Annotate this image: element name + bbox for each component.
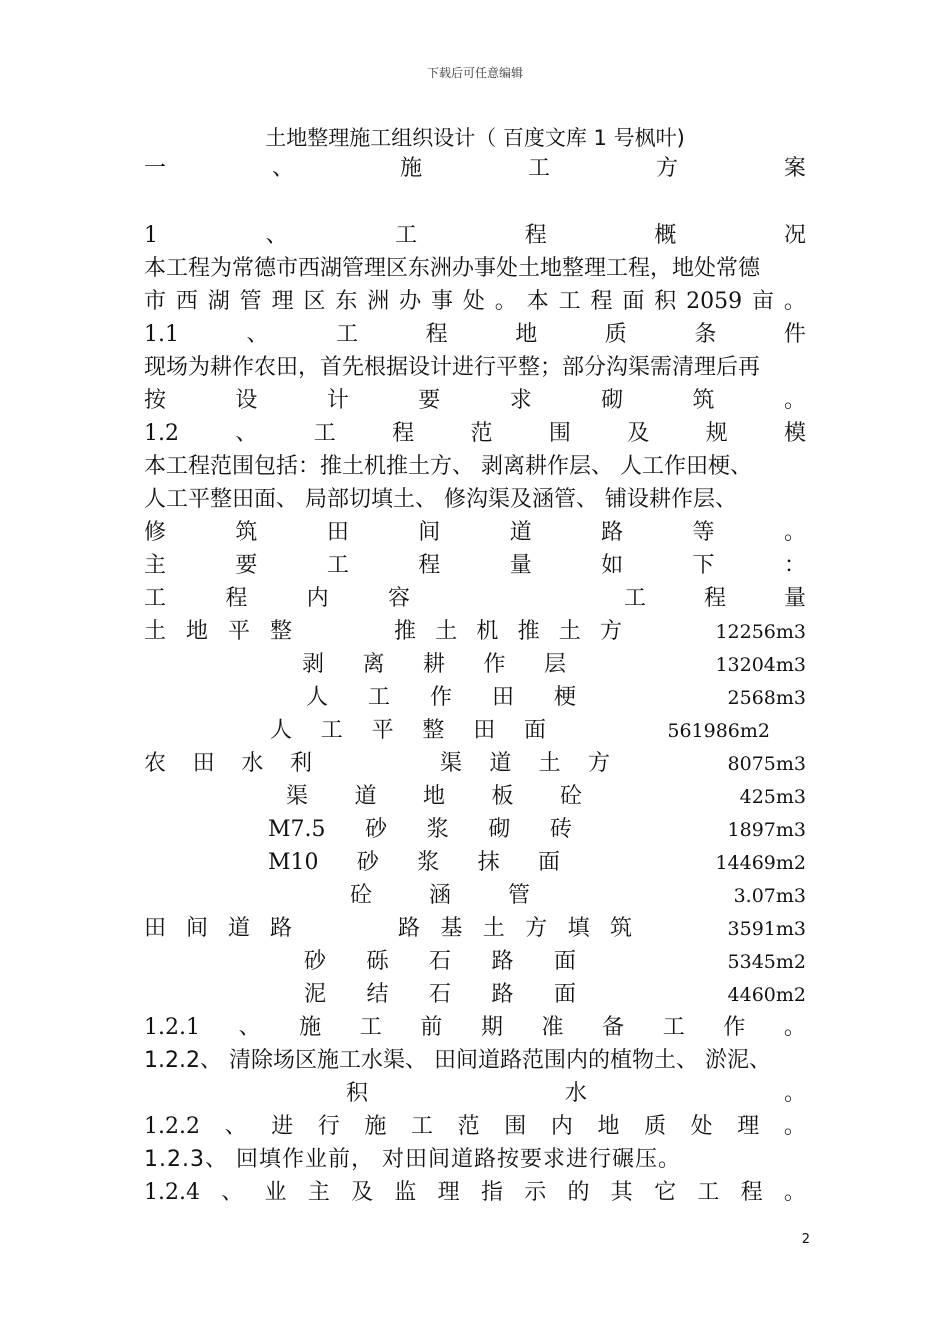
table-category xyxy=(144,617,292,647)
text-token: 前 xyxy=(420,1015,443,1040)
text-token: 、 xyxy=(238,1015,261,1040)
text-token: 。 xyxy=(783,388,806,413)
text-token: 备 xyxy=(602,1015,625,1040)
text-token: 作 xyxy=(723,1015,746,1040)
text-token: 管 xyxy=(239,289,262,314)
text-token: 、 xyxy=(246,322,269,347)
text-token: 砼 xyxy=(559,784,582,809)
text-token: 面 xyxy=(523,718,546,743)
text-token: 机 xyxy=(476,619,499,644)
text-token: 砂 xyxy=(356,850,379,875)
text-token: 。 xyxy=(783,1114,806,1139)
text-token: 土 xyxy=(538,751,561,776)
table-item xyxy=(398,914,632,944)
text-token: 程 xyxy=(740,1180,763,1205)
text-token: 砌 xyxy=(601,388,624,413)
text-token: 。 xyxy=(494,289,517,314)
text-token: 期 xyxy=(480,1015,503,1040)
text-token: 水 xyxy=(564,1081,587,1106)
text-token: 程 xyxy=(703,586,726,611)
text-token: 浆 xyxy=(417,850,440,875)
table-item xyxy=(440,749,610,779)
text-token: 工 xyxy=(527,156,550,181)
text-token: 水 xyxy=(241,751,264,776)
text-token: 筑 xyxy=(609,916,632,941)
text-token: 进 xyxy=(271,1114,294,1139)
text-token: 路 xyxy=(601,520,624,545)
table-qty: 13204m3 xyxy=(715,654,806,676)
text-token: 面 xyxy=(622,289,645,314)
text-token: 内 xyxy=(550,1114,573,1139)
text-token: 方 xyxy=(599,619,622,644)
text-token: 一 xyxy=(144,156,167,181)
text-token: 范 xyxy=(457,1114,480,1139)
text-token: 平 xyxy=(227,619,250,644)
text-token: 作 xyxy=(429,685,452,710)
text-token: 湖 xyxy=(207,289,230,314)
text-token: 施 xyxy=(399,156,422,181)
text-token: 理 xyxy=(737,1114,760,1139)
table-qty: 561986m2 xyxy=(667,720,770,742)
text-token: 1.2.2 xyxy=(144,1114,200,1139)
text-token: 况 xyxy=(783,223,806,248)
table-item xyxy=(270,716,546,746)
text-token: 涵 xyxy=(428,883,451,908)
text-token: 、 xyxy=(221,1180,244,1205)
text-token: 施 xyxy=(364,1114,387,1139)
text-token: 工 xyxy=(320,718,343,743)
subsection-122 xyxy=(144,1112,806,1142)
text-token: 程 xyxy=(425,322,448,347)
table-item xyxy=(302,650,566,680)
text-token: 件 xyxy=(783,322,806,347)
subsection-123: 1.2.3、 回填作业前， 对田间道路按要求进行碾压。 xyxy=(144,1147,681,1172)
text-token: 监 xyxy=(394,1180,417,1205)
text-token: 工 xyxy=(697,1180,720,1205)
text-token: 1.2.1 xyxy=(144,1015,200,1040)
text-token: 量 xyxy=(783,586,806,611)
table-category xyxy=(144,749,312,779)
text-token: 事 xyxy=(431,289,454,314)
text-token: 1.1 xyxy=(144,322,179,347)
text-token: 程 xyxy=(225,586,248,611)
text-token: 土 xyxy=(435,619,458,644)
text-token: 区 xyxy=(303,289,326,314)
text-token: 要 xyxy=(418,388,441,413)
text-token: 施 xyxy=(299,1015,322,1040)
text-token: 。 xyxy=(783,1180,806,1205)
text-token: 的 xyxy=(567,1180,590,1205)
text-token: 工 xyxy=(662,1015,685,1040)
text-token: 田 xyxy=(192,751,215,776)
text-token: 规 xyxy=(705,421,728,446)
text-token: 。 xyxy=(783,1081,806,1106)
text-token: 农 xyxy=(144,751,167,776)
table-qty: 2568m3 xyxy=(727,687,806,709)
table-qty: 8075m3 xyxy=(727,753,806,775)
text-token: 人 xyxy=(270,718,293,743)
text-token: 路 xyxy=(398,916,421,941)
text-token: 离 xyxy=(362,652,385,677)
text-token: 工 xyxy=(359,1015,382,1040)
text-token: 概 xyxy=(654,223,677,248)
paragraph-line xyxy=(144,287,806,317)
paragraph-line: 人工平整田面、 局部切填土、 修沟渠及涵管、 铺设耕作层、 xyxy=(144,487,737,512)
text-token: 示 xyxy=(524,1180,547,1205)
table-qty: 425m3 xyxy=(739,786,806,808)
text-token: 地 xyxy=(597,1114,620,1139)
text-token: 渠 xyxy=(440,751,463,776)
text-token: 地 xyxy=(185,619,208,644)
text-token: 地 xyxy=(515,322,538,347)
table-item xyxy=(268,815,572,845)
text-token: 作 xyxy=(483,652,506,677)
table-item xyxy=(306,683,576,713)
text-token: 东 xyxy=(335,289,358,314)
text-token: 板 xyxy=(491,784,514,809)
text-token: 土 xyxy=(144,619,167,644)
text-token: 面 xyxy=(537,850,560,875)
subsection-geology xyxy=(144,320,806,350)
text-token: 、 xyxy=(224,1114,247,1139)
paragraph-line: 本工程为常德市西湖管理区东洲办事处土地整理工程，地处常德 xyxy=(144,256,761,281)
text-token: 抹 xyxy=(477,850,500,875)
text-token: 工 xyxy=(367,685,390,710)
text-token: 浆 xyxy=(426,817,449,842)
table-qty: 4460m2 xyxy=(727,984,806,1006)
text-token: 渠 xyxy=(286,784,309,809)
text-token: 砌 xyxy=(488,817,511,842)
text-token: 管 xyxy=(507,883,530,908)
text-token: 人 xyxy=(306,685,329,710)
paragraph-line: 现场为耕作农田，首先根据设计进行平整；部分沟渠需清理后再 xyxy=(144,355,761,380)
text-token: 1.2 xyxy=(144,421,179,446)
text-token: 基 xyxy=(440,916,463,941)
text-token: 质 xyxy=(644,1114,667,1139)
table-header-content xyxy=(144,584,410,614)
text-token: 砼 xyxy=(350,883,373,908)
table-item xyxy=(304,980,576,1010)
text-token: 工 xyxy=(624,586,647,611)
text-token: 质 xyxy=(604,322,627,347)
text-token: 理 xyxy=(271,289,294,314)
text-token: 推 xyxy=(517,619,540,644)
document-title: 土地整理施工组织设计（ 百度文库 1 号枫叶) xyxy=(265,126,685,150)
subsection-scope xyxy=(144,419,806,449)
text-token: 利 xyxy=(289,751,312,776)
text-token: 间 xyxy=(185,916,208,941)
text-token: M10 xyxy=(268,850,319,875)
table-category xyxy=(144,914,292,944)
table-header-quantity xyxy=(624,584,806,614)
table-qty: 12256m3 xyxy=(715,621,806,643)
text-token: 填 xyxy=(567,916,590,941)
text-token: 。 xyxy=(783,1015,806,1040)
text-token: 田 xyxy=(144,916,167,941)
table-item xyxy=(350,881,530,911)
text-token: 砂 xyxy=(365,817,388,842)
text-token: 程 xyxy=(418,553,441,578)
subsection-overview xyxy=(144,221,806,251)
text-token: 计 xyxy=(326,388,349,413)
text-token: 如 xyxy=(601,553,624,578)
text-token: 下 xyxy=(692,553,715,578)
text-token: 方 xyxy=(525,916,548,941)
text-token: 泥 xyxy=(304,982,327,1007)
paragraph-line: 1.2.2、 清除场区施工水渠、 田间道路范围内的植物土、 淤泥、 xyxy=(144,1048,771,1073)
subsection-124 xyxy=(144,1178,806,1208)
table-item xyxy=(394,617,622,647)
text-token: 等 xyxy=(692,520,715,545)
text-token: 结 xyxy=(366,982,389,1007)
text-token: 筑 xyxy=(235,520,258,545)
table-qty: 14469m2 xyxy=(715,852,806,874)
text-token: 程 xyxy=(392,421,415,446)
paragraph-line xyxy=(144,386,806,416)
table-qty: 3591m3 xyxy=(727,918,806,940)
text-token: 石 xyxy=(428,949,451,974)
text-token: 工 xyxy=(411,1114,434,1139)
text-token: 道 xyxy=(354,784,377,809)
text-token: 面 xyxy=(553,982,576,1007)
text-token: 程 xyxy=(590,289,613,314)
text-token: 积 xyxy=(346,1081,369,1106)
text-token: 准 xyxy=(541,1015,564,1040)
text-token: 量 xyxy=(509,553,532,578)
text-token: 方 xyxy=(587,751,610,776)
text-token: 路 xyxy=(491,982,514,1007)
text-token: 主 xyxy=(144,553,167,578)
text-token: 洲 xyxy=(367,289,390,314)
text-token: 围 xyxy=(504,1114,527,1139)
text-token: 设 xyxy=(235,388,258,413)
text-token: 工 xyxy=(336,322,359,347)
text-token: 积 xyxy=(654,289,677,314)
table-item xyxy=(268,848,560,878)
text-token: 方 xyxy=(655,156,678,181)
subsection-121 xyxy=(144,1013,806,1043)
table-item xyxy=(286,782,582,812)
text-token: 砾 xyxy=(366,949,389,974)
text-token: 求 xyxy=(509,388,532,413)
text-token: 处 xyxy=(462,289,485,314)
text-token: 土 xyxy=(482,916,505,941)
text-token: 其 xyxy=(610,1180,633,1205)
text-token: 田 xyxy=(491,685,514,710)
text-token: 推 xyxy=(394,619,417,644)
text-token: 、 xyxy=(265,223,288,248)
text-token: 道 xyxy=(227,916,250,941)
text-token: 。 xyxy=(783,520,806,545)
text-token: 面 xyxy=(553,949,576,974)
text-token: 及 xyxy=(351,1180,374,1205)
text-token: 模 xyxy=(783,421,806,446)
text-token: 土 xyxy=(558,619,581,644)
text-token: 容 xyxy=(387,586,410,611)
text-token: 梗 xyxy=(553,685,576,710)
text-token: 层 xyxy=(543,652,566,677)
text-token: 路 xyxy=(491,949,514,974)
text-token: 范 xyxy=(470,421,493,446)
text-token: 工 xyxy=(144,586,167,611)
section-heading xyxy=(144,154,806,184)
text-token: 耕 xyxy=(422,652,445,677)
text-token: M7.5 xyxy=(268,817,326,842)
text-token: 主 xyxy=(307,1180,330,1205)
table-qty: 1897m3 xyxy=(727,819,806,841)
text-token: 砖 xyxy=(549,817,572,842)
text-token: 、 xyxy=(235,421,258,446)
text-token: 亩 xyxy=(752,289,775,314)
page-number: 2 xyxy=(801,1232,810,1247)
text-token: 田 xyxy=(473,718,496,743)
text-token: 内 xyxy=(306,586,329,611)
text-token: 修 xyxy=(144,520,167,545)
text-token: 案 xyxy=(783,156,806,181)
text-token: 石 xyxy=(428,982,451,1007)
text-token: 地 xyxy=(422,784,445,809)
text-token: ： xyxy=(783,553,806,578)
text-token: 筑 xyxy=(692,388,715,413)
text-token: 1 xyxy=(144,223,158,248)
text-token: 工 xyxy=(313,421,336,446)
text-token: 道 xyxy=(509,520,532,545)
text-token: 本 xyxy=(526,289,549,314)
text-token: 工 xyxy=(395,223,418,248)
text-token: 处 xyxy=(690,1114,713,1139)
text-token: 间 xyxy=(418,520,441,545)
text-token: 办 xyxy=(399,289,422,314)
text-token: 程 xyxy=(524,223,547,248)
text-token: 按 xyxy=(144,388,167,413)
text-token: 要 xyxy=(235,553,258,578)
text-token: 指 xyxy=(480,1180,503,1205)
paragraph-line xyxy=(144,551,806,581)
text-token: 它 xyxy=(654,1180,677,1205)
text-token: 田 xyxy=(326,520,349,545)
text-token: 2059 xyxy=(686,289,743,314)
text-token: 理 xyxy=(437,1180,460,1205)
text-token: 工 xyxy=(558,289,581,314)
text-token: 条 xyxy=(694,322,717,347)
paragraph-line: 本工程范围包括：推土机推土方、 剥离耕作层、 人工作田梗、 xyxy=(144,454,752,479)
text-token: 砂 xyxy=(304,949,327,974)
text-token: 业 xyxy=(264,1180,287,1205)
text-token: 剥 xyxy=(302,652,325,677)
text-token: 围 xyxy=(548,421,571,446)
text-token: 整 xyxy=(269,619,292,644)
text-token: 西 xyxy=(175,289,198,314)
text-token: 及 xyxy=(627,421,650,446)
text-token: 、 xyxy=(271,156,294,181)
page-header: 下载后可任意编辑 xyxy=(426,66,523,80)
text-token: 工 xyxy=(326,553,349,578)
paragraph-line xyxy=(144,518,806,548)
text-token: 道 xyxy=(489,751,512,776)
text-token: 平 xyxy=(371,718,394,743)
table-qty: 5345m2 xyxy=(727,951,806,973)
text-token: 行 xyxy=(317,1114,340,1139)
text-token: 。 xyxy=(783,289,806,314)
paragraph-line xyxy=(346,1079,806,1109)
table-qty: 3.07m3 xyxy=(733,885,806,907)
text-token: 市 xyxy=(144,289,167,314)
text-token: 路 xyxy=(269,916,292,941)
table-item xyxy=(304,947,576,977)
text-token: 整 xyxy=(422,718,445,743)
text-token: 1.2.4 xyxy=(144,1180,200,1205)
